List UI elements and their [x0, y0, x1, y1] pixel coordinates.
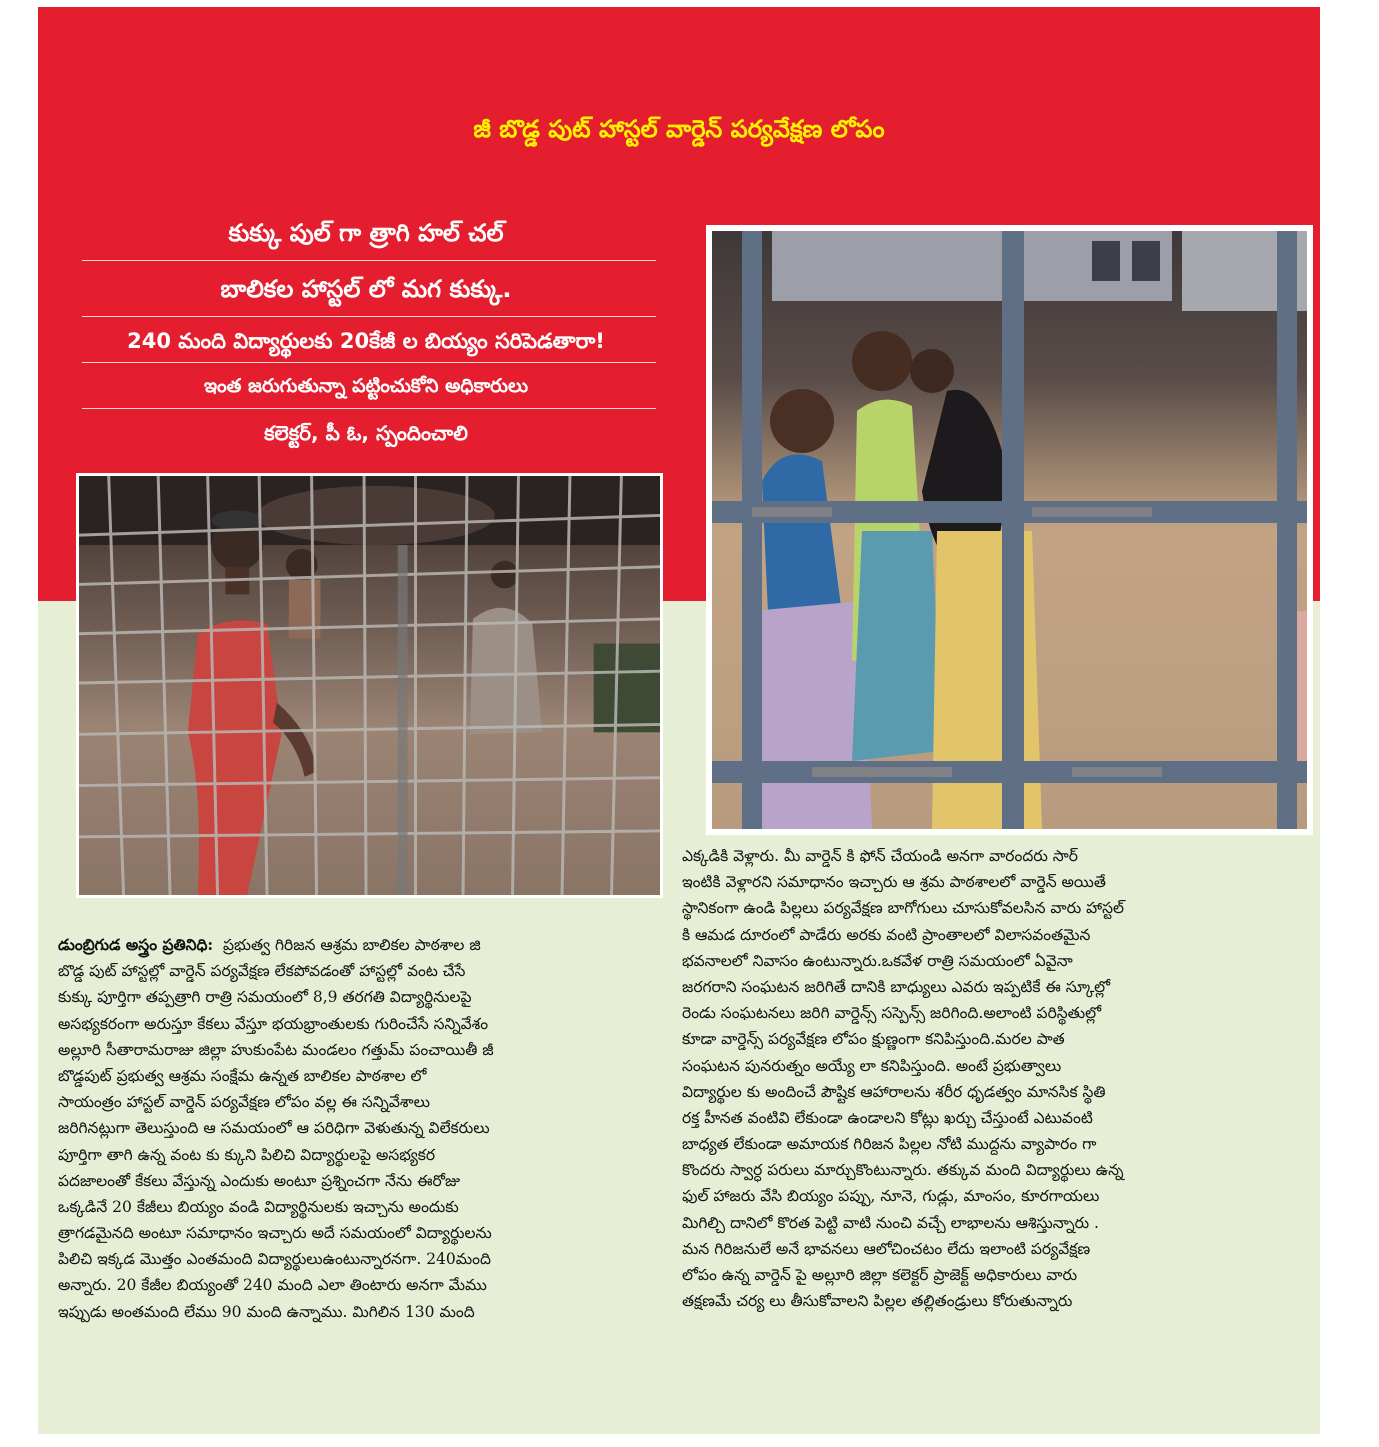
article-line: ఫుల్ హాజరు వేసి బియ్యం పప్పు, నూనె, గుడ్లు, మాంసం, కూరగాయలు [682, 1187, 1100, 1206]
subheading-divider [82, 362, 656, 363]
article-line-text: ప్రభుత్వ గిరిజన ఆశ్రమ బాలికల పాఠశాల జి [223, 936, 481, 954]
subheading-divider [82, 316, 656, 317]
article-line [58, 932, 664, 958]
article-line: మిగిల్చి దానిలో కొరత పెట్టి వాటి నుంచి వచ్చే లాభాలను ఆశిస్తున్నారు . [682, 1213, 1099, 1232]
article-right-column [682, 843, 1297, 1314]
article-line: బొడ్డ పుట్ హాస్టల్లో వార్డెన్ పర్యవేక్షణ లేకపోవడంతో హాస్టల్లో వంట చేసే [58, 962, 466, 981]
article-line: ఎక్కడికి వెళ్లారు. మీ వార్డెన్ కి ఫోన్ చేయండి అనగా వారందరు సార్ [682, 847, 1078, 865]
subheading-divider [82, 408, 656, 409]
article-line: సంఘటన పునరుత్నం అయ్యే లా కనిపిస్తుంది. అంటే ప్రభుత్వాలు [682, 1056, 1062, 1075]
subheading-5: కలెక్టర్, పీ ఓ, స్పందించాలి [264, 421, 468, 445]
hostel-gate-photo [76, 473, 663, 898]
article-line: కుక్కు పూర్తిగా తప్పత్రాగి రాత్రి సమయంలో 8,9 తరగతి విద్యార్థినులపై [58, 988, 472, 1007]
article-line: జరిగినట్లుగా తెలుస్తుంది ఆ సమయంలో ఆ పరిధిగా వెళుతున్న విలేకరులు [58, 1119, 490, 1138]
article-line: తక్షణమే చర్య లు తీసుకోవాలని పిల్లల తల్లితండ్రులు కోరుతున్నారు [682, 1292, 1073, 1311]
article-line: పిలిచి ఇక్కడ మొత్తం ఎంతమంది విద్యార్థులుఉంటున్నారనగా. 240మంది [58, 1250, 491, 1269]
article-line: బొడ్డపుట్ ప్రభుత్వ ఆశ్రమ సంక్షేమ ఉన్నత బాలికల పాఠశాల లో [58, 1066, 427, 1085]
article-line: ఇప్పుడు అంతమంది లేము 90 మంది ఉన్నాము. మిగిలిన 130 మంది [58, 1302, 475, 1321]
subheading-2: బాలికల హాస్టల్ లో మగ కుక్కు. [220, 275, 512, 303]
subheading-divider [82, 260, 656, 261]
subheading-3: 240 మంది విద్యార్థులకు 20కేజీ ల బియ్యం సరిపెడతారా! [127, 329, 605, 353]
subheading-4: ఇంత జరుగుతున్నా పట్టించుకోని అధికారులు [203, 375, 529, 397]
article-line: భవనాలలో నివాసం ఉంటున్నారు.ఒకవేళ రాత్రి సమయంలో ఏవైనా [682, 951, 1073, 970]
article-line: త్రాగడమైనది అంటూ సమాధానం ఇచ్చారు అదే సమయంలో విద్యార్థులను [58, 1224, 492, 1243]
article-line: కూడా వార్డెన్స్ పర్యవేక్షణ లోపం క్షుణ్ణంగా కనిపిస్తుంది.మరల పాత [682, 1030, 1065, 1049]
article-line: ఇంటికి వెళ్లారని సమాధానం ఇచ్చారు ఆ శ్రమ పాఠశాలలో వార్డెన్ అయితే [682, 873, 1106, 892]
article-line: పూర్తిగా తాగి ఉన్న వంట కు క్కుని పిలిచి విద్యార్థులపై అసభ్యకర [58, 1145, 436, 1164]
article-line: సాయంత్రం హాస్టల్ వార్డెన్ పర్యవేక్షణ లోపం వల్ల ఈ సన్నివేశాలు [58, 1093, 430, 1112]
article-line: విద్యార్థుల కు అందించే పౌష్టిక ఆహారాలను శరీర ధృడత్వం మానసిక స్థితి [682, 1082, 1106, 1101]
article-line: లోపం ఉన్న వార్డెన్ పై అల్లూరి జిల్లా కలెక్టర్ ప్రాజెక్ట్ అధికారులు వారు [682, 1266, 1078, 1284]
subheading-1: కుక్కు పుల్ గా త్రాగి హల్ చల్ [228, 219, 504, 247]
article-line: అల్లూరి సీతారామరాజు జిల్లా హుకుంపేట మండలం గత్తుమ్ పంచాయితీ జీ [58, 1040, 494, 1059]
article-line: కొందరు స్వార్ధ పరులు మార్చుకొంటున్నారు. తక్కువ మంది విద్యార్థులు ఉన్న [682, 1161, 1124, 1180]
students-at-window-photo [706, 225, 1313, 835]
article-line: పదజాలంతో కేకలు వేస్తున్న ఎందుకు అంటూ ప్రశ్నించగా నేను ఈరోజు [58, 1171, 460, 1190]
headline: జీ బొడ్డ పుట్ హాస్టల్ వార్డెన్ పర్యవేక్షణ లోపం [473, 115, 885, 143]
article-line: బాధ్యత లేకుండా అమాయక గిరిజన పిల్లల నోటి ముద్దను వ్యాపారం గా [682, 1135, 1097, 1154]
article-line: రక్త హీనత వంటివి లేకుండా ఉండాలని కోట్లు ఖర్చు చేస్తుంటే ఎటువంటి [682, 1108, 1093, 1127]
article-line: అన్నారు. 20 కేజీల బియ్యంతో 240 మంది ఎలా తింటారు అనగా మేము [58, 1276, 487, 1295]
dateline: డుంబ్రిగుడ అస్త్రం ప్రతినిధి: [58, 935, 214, 954]
article-line: కి ఆమడ దూరంలో పాడేరు అరకు వంటి ప్రాంతాలలో విలాసవంతమైన [682, 925, 1091, 944]
article-line: స్థానికంగా ఉండి పిల్లలు పర్యవేక్షణ బాగోగులు చూసుకోవలసిన వారు హాస్టల్ [682, 899, 1125, 918]
article-line: అసభ్యకరంగా అరుస్తూ కేకలు వేస్తూ భయభ్రాంతులకు గురించేసే సన్నివేశం [58, 1014, 489, 1033]
article-left-column [58, 932, 664, 1325]
article-line: జరగరాని సంఘటన జరిగితే దానికి బాధ్యులు ఎవరు ఇప్పటికే ఈ స్కూల్లో [682, 977, 1111, 996]
article-line: ఒక్కడినే 20 కేజీలు బియ్యం వండి విద్యార్థినులకు ఇచ్చాను అందుకు [58, 1197, 459, 1216]
article-line: మన గిరిజనులే అనే భావనలు ఆలోచించటం లేదు ఇలాంటి పర్యవేక్షణ [682, 1239, 1091, 1258]
article-line: రెండు సంఘటనలు జరిగి వార్డెన్స్ సస్పెన్స్ జరిగింది.అలాంటి పరిస్థితుల్లో [682, 1004, 1102, 1023]
